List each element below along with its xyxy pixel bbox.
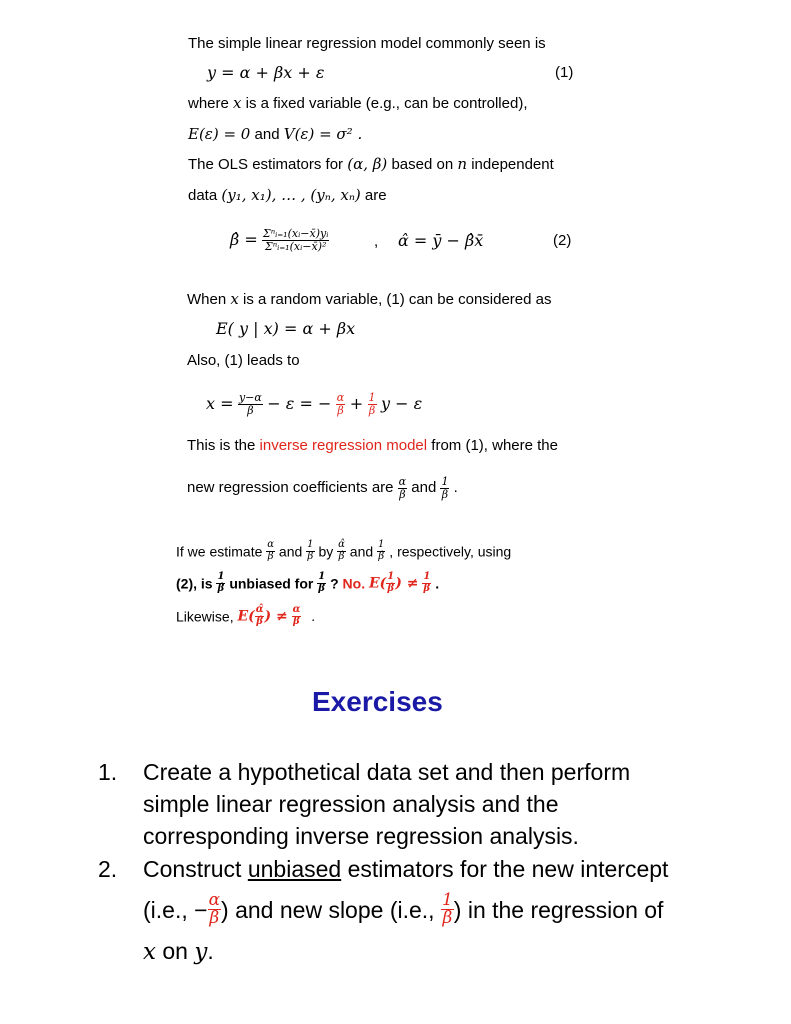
data-pre: data — [188, 187, 218, 204]
estimate-and-2: and — [349, 543, 374, 560]
exercise-2-frac-1-num: α — [208, 889, 221, 910]
exercise-2-frac-1 — [208, 889, 221, 929]
exercise-2-frac-2 — [441, 889, 454, 929]
coefficient-alpha-den: β — [399, 487, 406, 501]
inverse-x-eq: x = — [206, 394, 234, 413]
exercise-2-line-1 — [143, 853, 668, 885]
inverse-frac-1 — [238, 392, 263, 416]
inverse-frac-1-num: y−α — [238, 390, 262, 404]
inverse-frac-2-num: α — [336, 390, 345, 404]
estimator-comma: , — [374, 233, 379, 250]
question-frac-2-den: β — [318, 582, 326, 594]
variance-eq: V(ε) = σ² . — [283, 125, 363, 143]
equation-tag-2: (2) — [553, 232, 572, 249]
likewise-expectation: E( — [237, 608, 255, 625]
exercise-2-frac-2-den: β — [442, 908, 453, 929]
estimate-frac-2-num: 1 — [307, 539, 314, 551]
inverse-frac-3-den: β — [368, 403, 376, 417]
exercise-2-ie-pre — [143, 897, 208, 923]
random-pre: When — [187, 291, 227, 308]
likewise-frac-2-num: α — [292, 604, 301, 616]
inverse-model-line — [187, 436, 558, 456]
coefficient-one-num: 1 — [441, 474, 449, 488]
likewise-pre: Likewise, — [176, 608, 234, 625]
alpha-hat-estimator: α̂ = ȳ − β̂x̄ — [398, 231, 484, 250]
exercise-1-line-1: Create a hypothetical data set and then perform — [143, 759, 631, 785]
estimate-line-1 — [176, 534, 511, 567]
likewise-frac-1-den: β̂ — [256, 615, 263, 627]
exercise-2-ie-text: (i.e., − — [143, 896, 208, 923]
coefficient-alpha-beta — [398, 476, 407, 500]
data-line — [188, 185, 387, 206]
estimate-and: and — [278, 543, 303, 560]
data-set: (y₁, x₁), … , (yₙ, xₙ) — [221, 186, 361, 204]
exercise-2-unbiased: unbiased — [247, 856, 342, 882]
coefficient-and: and — [411, 479, 437, 497]
coefficient-end: . — [453, 479, 458, 497]
inverse-model-post: from (1), where the — [431, 437, 558, 454]
inverse-frac-2-den: β — [337, 403, 344, 417]
question-mark: ? — [330, 575, 339, 592]
answer-frac-1-num: 1 — [387, 571, 395, 583]
answer-end: . — [435, 575, 440, 592]
inverse-frac-3-num: 1 — [368, 390, 376, 404]
random-var: x — [230, 290, 239, 308]
coefficient-alpha-num: α — [398, 474, 407, 488]
beta-hat-lhs: β̂ = — [230, 230, 258, 250]
estimate-by: by — [318, 543, 334, 560]
estimate-frac-2-den: β — [307, 550, 314, 562]
exercise-2-on: on — [162, 938, 188, 964]
exercise-2-tail: ) in the regression of — [453, 896, 664, 923]
leads-line: Also, (1) leads to — [187, 352, 300, 369]
estimate-line-3 — [176, 599, 315, 632]
exercise-2-x: x — [143, 939, 156, 965]
beta-hat-estimator — [230, 226, 329, 254]
coefficient-pre: new regression coefficients are — [187, 479, 394, 497]
ols-mid: based on — [391, 156, 454, 173]
data-post: are — [364, 187, 387, 204]
answer-frac-1-den: β̂ — [387, 582, 395, 594]
ols-post: independent — [471, 156, 554, 173]
inverse-frac-3 — [368, 392, 377, 416]
question-frac-2-num: 1 — [318, 571, 326, 583]
exercise-2-frac-1-den: β — [209, 908, 220, 929]
model-equation: y = α + βx + ε — [207, 63, 325, 82]
answer-frac-2 — [422, 572, 431, 594]
expectation-eq: E(ε) = 0 — [188, 125, 251, 143]
answer-frac-2-num: 1 — [423, 571, 431, 583]
exercise-2-end: . — [207, 938, 214, 964]
beta-hat-numerator: Σⁿᵢ₌₁(xᵢ−x̄)yᵢ — [262, 226, 329, 240]
exercise-2-line-2 — [143, 886, 663, 932]
coefficient-one-beta — [440, 476, 449, 500]
question-mid: unbiased for — [229, 575, 314, 592]
estimate-line-2 — [176, 566, 439, 599]
equation-tag-1: (1) — [555, 64, 574, 81]
coefficient-line — [187, 470, 458, 506]
ols-n: n — [457, 155, 468, 173]
estimate-frac-4 — [377, 540, 385, 562]
likewise-end: . — [311, 608, 316, 625]
likewise-frac-2-den: β — [293, 615, 300, 627]
ols-pre: The OLS estimators for — [188, 156, 344, 173]
question-frac-1-num: 1 — [217, 571, 225, 583]
inverse-plus: + — [349, 394, 364, 413]
estimate-pre: If we estimate — [176, 543, 263, 560]
random-post: is a random variable, (1) can be considered as — [243, 291, 552, 308]
likewise-neq: ) ≠ — [264, 608, 288, 625]
exercise-1-line-3: corresponding inverse regression analysis. — [143, 823, 579, 849]
ols-params: (α, β) — [347, 155, 388, 173]
where-line — [188, 93, 528, 114]
estimate-post: , respectively, using — [389, 543, 512, 560]
exercise-2-line-3 — [143, 935, 214, 968]
question-frac-2 — [317, 572, 326, 594]
beta-hat-denominator: Σⁿᵢ₌₁(xᵢ−x̄)² — [264, 239, 327, 253]
estimate-frac-3-den: β̂ — [338, 550, 345, 562]
answer-neq: ) ≠ — [395, 575, 419, 592]
estimate-frac-4-den: β̂ — [378, 550, 385, 562]
answer-expectation: E( — [369, 575, 387, 592]
moments-and: and — [254, 126, 280, 143]
where-pre: where — [188, 95, 229, 112]
answer-frac-1 — [386, 572, 395, 594]
inverse-model-pre: This is the — [187, 437, 256, 454]
exercise-1-number: 1. — [98, 759, 118, 785]
exercises-title: Exercises — [312, 686, 443, 717]
inverse-minus-eps: − ε = − — [267, 394, 332, 413]
estimate-frac-1-den: β — [267, 550, 274, 562]
moments-line — [188, 124, 362, 145]
exercise-2-y: y — [194, 939, 208, 965]
estimate-frac-3 — [337, 540, 346, 562]
answer-frac-2-den: β — [423, 582, 431, 594]
coefficient-one-den: β — [441, 487, 449, 501]
question-frac-1-den: β̂ — [217, 582, 225, 594]
beta-hat-fraction — [262, 228, 330, 252]
exercise-1-line-2: simple linear regression analysis and the — [143, 791, 559, 817]
estimate-frac-2 — [306, 540, 314, 562]
exercise-2-pre: Construct — [143, 856, 242, 882]
intro-line: The simple linear regression model commonly seen is — [188, 35, 546, 52]
likewise-frac-2 — [292, 605, 302, 627]
answer-no: No. — [342, 575, 366, 592]
estimate-frac-3-num: α̂ — [338, 539, 345, 551]
inverse-equation — [206, 386, 422, 422]
estimate-frac-1 — [266, 540, 275, 562]
question-pre: (2), is — [176, 575, 213, 592]
likewise-frac-1-num: α̂ — [255, 604, 264, 616]
ols-line — [188, 154, 554, 175]
exercise-2-frac-2-num: 1 — [441, 889, 453, 910]
exercise-2-number: 2. — [98, 856, 118, 882]
conditional-expectation: E( y | x) = α + βx — [216, 319, 356, 338]
inverse-tail: y − ε — [381, 394, 423, 413]
random-line — [187, 289, 552, 310]
inverse-model-highlight: inverse regression model — [259, 437, 428, 454]
estimate-frac-4-num: 1 — [378, 539, 385, 551]
where-var: x — [233, 94, 242, 112]
where-post: is a fixed variable (e.g., can be controlled), — [245, 95, 528, 112]
question-frac-1 — [216, 572, 225, 594]
inverse-frac-1-den: β — [247, 403, 254, 417]
exercise-2-mid: ) and new slope (i.e., — [221, 896, 435, 923]
estimate-frac-1-num: α — [267, 539, 275, 551]
exercise-2-post: estimators for the new intercept — [347, 856, 669, 882]
inverse-frac-2 — [336, 392, 345, 416]
